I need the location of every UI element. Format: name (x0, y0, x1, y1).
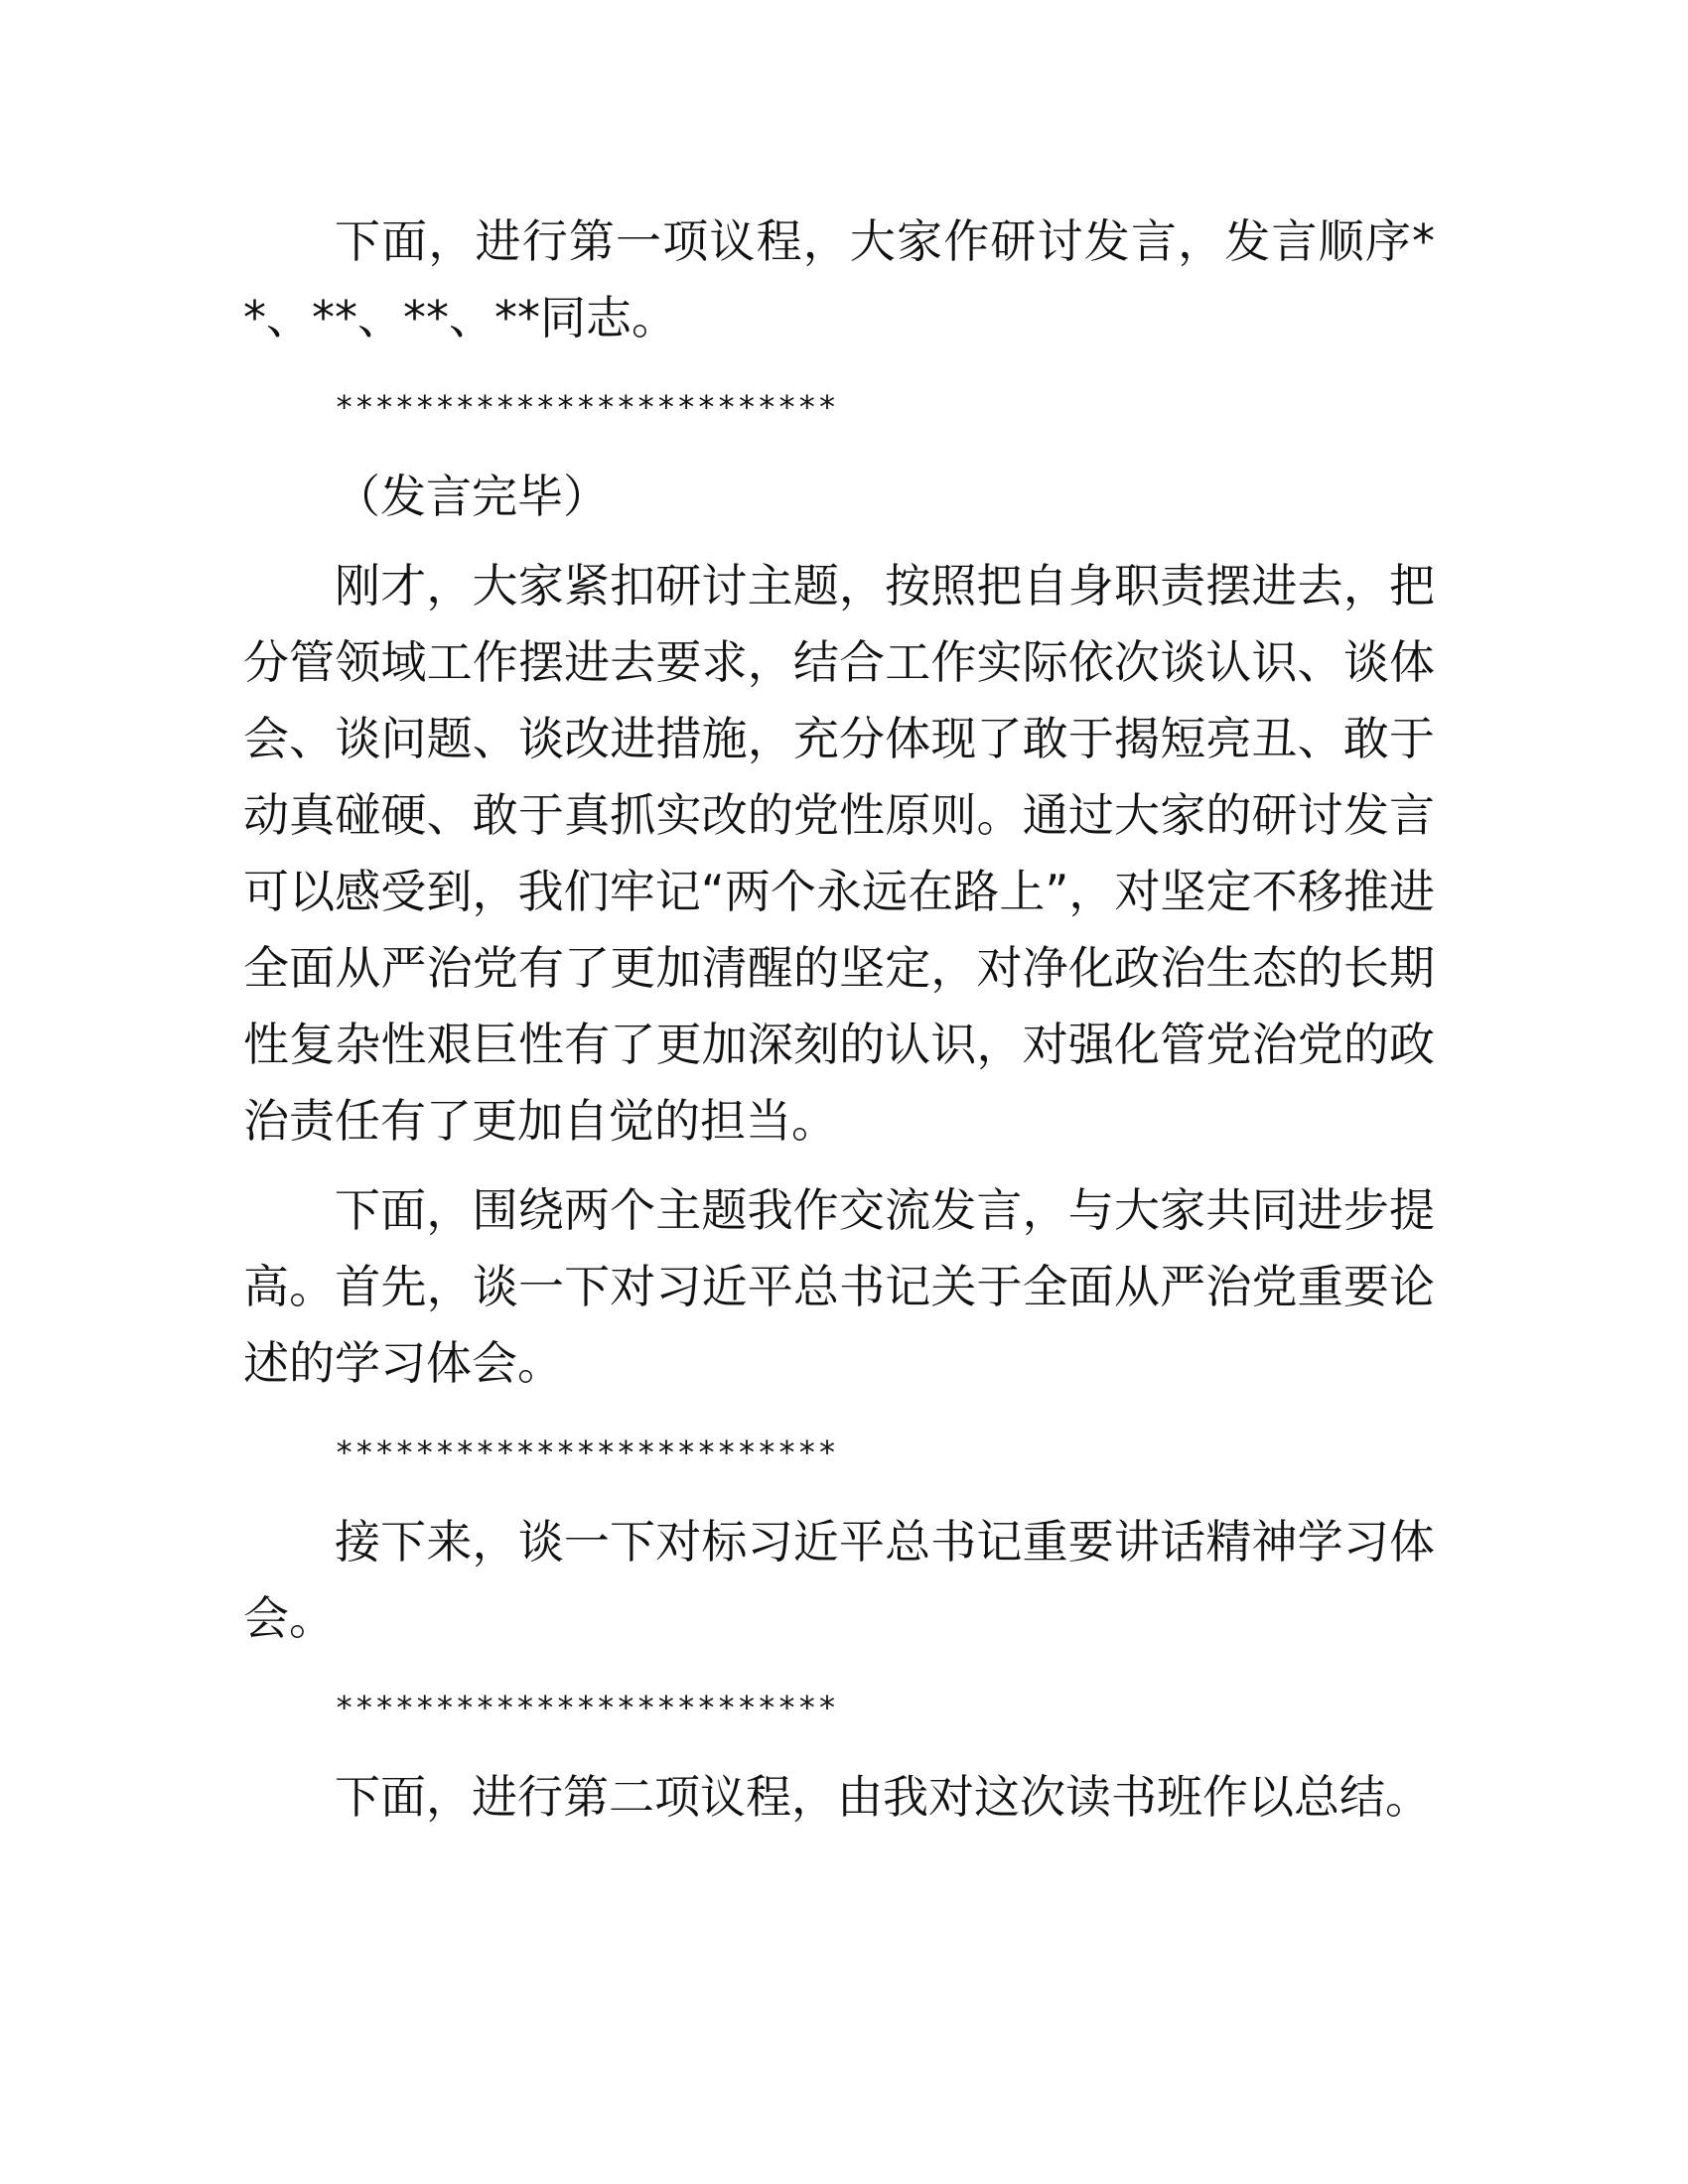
stage-note: （发言完毕） (335, 470, 609, 523)
document-body (243, 204, 1435, 1848)
paragraph-summary: 刚才，大家紧扣研讨主题，按照把自身职责摆进去，把分管领域工作摆进去要求，结合工作实际依次谈认识、谈体会、谈问题、谈改进措施，充分体现了敢于揭短亮丑、敢于动真碰硬、敢于真抓实改的党性原则。通过大家的研讨发言可以感受到，我们牢记“两个永远在路上”，对坚定不移推进全面从严治党有了更加清醒的坚定，对净化政治生态的长期性复杂性艰巨性有了更加深刻的认识，对强化管党治党的政治责任有了更加自觉的担当。 (243, 559, 1435, 1148)
paragraph-next-topic: 接下来，谈一下对标习近平总书记重要讲话精神学习体会。 (243, 1515, 1435, 1645)
paragraph-exchange-intro: 下面，围绕两个主题我作交流发言，与大家共同进步提高。首先，谈一下对习近平总书记关于全面从严治党重要论述的学习体会。 (243, 1183, 1435, 1390)
omitted-content-marker: ************************* (335, 1433, 838, 1471)
paragraph-agenda-two: 下面，进行第二项议程，由我对这次读书班作以总结。 (335, 1770, 1431, 1824)
omitted-content-marker: ************************* (335, 388, 838, 426)
omitted-content-marker: ************************* (335, 1689, 838, 1726)
paragraph-agenda-one: 下面，进行第一项议程，大家作研讨发言，发言顺序**、**、**、**同志。 (243, 214, 1435, 344)
